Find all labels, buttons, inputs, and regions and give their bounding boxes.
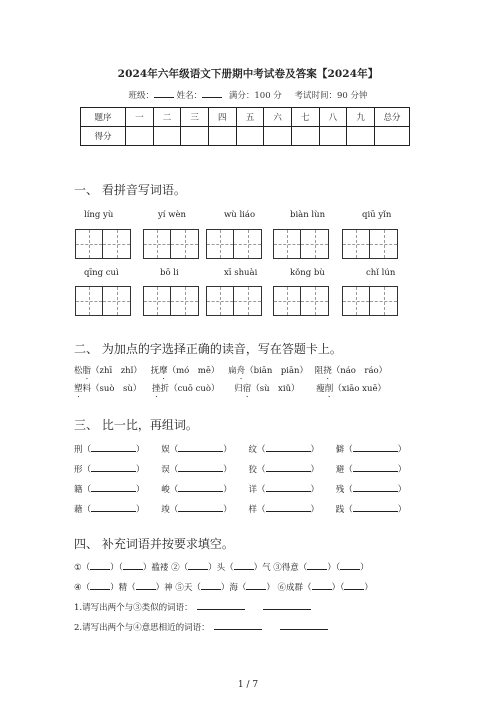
idiom-text: ）（ [110, 563, 123, 573]
idiom-text: ）褴褛 ②（ [142, 563, 189, 573]
word-char: 瘦 [316, 384, 325, 394]
word-char: 松 [74, 366, 83, 376]
char-blank[interactable] [90, 580, 110, 590]
score-cell[interactable] [126, 127, 154, 146]
reading-options: （cuō cuò） [169, 384, 220, 394]
word-blank[interactable] [91, 502, 136, 512]
answer-blank[interactable] [263, 600, 311, 610]
word-blank[interactable] [91, 462, 136, 472]
reading-options: （suò sù） [91, 384, 142, 394]
reading-options: （sù xiǔ） [251, 384, 300, 394]
word-char: 折 [160, 384, 170, 394]
score-cell[interactable] [264, 127, 292, 146]
dotted-char: 挠 [323, 366, 332, 376]
compare-char: 样 [248, 505, 257, 515]
char-blank[interactable] [201, 580, 221, 590]
idiom-text: ）头（ [208, 563, 234, 573]
char-blank[interactable] [234, 560, 254, 570]
section3-heading: 三、 比一比，再组词。 [74, 418, 198, 432]
score-cell[interactable] [153, 127, 181, 146]
writing-grid[interactable] [75, 229, 131, 259]
word-blank[interactable] [178, 482, 223, 492]
idiom-line-2 [74, 580, 373, 593]
name-label: 姓名： [176, 91, 203, 101]
compare-char: 竣 [161, 505, 170, 515]
word-blank[interactable] [266, 462, 311, 472]
word-blank[interactable] [353, 502, 398, 512]
reading-options: （biān piān） [245, 366, 309, 376]
word-char: 归 [234, 384, 243, 394]
page-title: 2024年六年级语文下册期中考试卷及答案【2024年】 [117, 68, 379, 80]
question-text: 1.请写出两个与③类似的词语： [74, 603, 193, 613]
word-blank[interactable] [266, 502, 311, 512]
score-header-cell: 四 [208, 108, 236, 127]
compare-char: 藉 [74, 505, 83, 515]
score-cell[interactable] [181, 127, 209, 146]
exam-info [0, 88, 496, 101]
class-label: 班级： [128, 91, 154, 101]
pinyin-label: qīng cuì [84, 268, 119, 278]
word-blank[interactable] [353, 462, 398, 472]
compare-char: 误 [161, 465, 170, 475]
score-header-row [81, 108, 410, 127]
dotted-char: 挫 [152, 384, 161, 394]
compare-char: 僻 [335, 445, 345, 455]
char-blank[interactable] [123, 560, 143, 570]
compare-char: 狡 [248, 465, 257, 475]
idiom-text: ）气 ③得意（ [253, 563, 308, 573]
word-blank[interactable] [178, 462, 223, 472]
dotted-char: 脂 [82, 366, 92, 376]
page-number: 1 / 7 [237, 680, 259, 690]
reading-options: （mó mē） [167, 366, 220, 376]
word-blank[interactable] [178, 502, 223, 512]
score-cell[interactable] [347, 127, 375, 146]
score-header-cell: 二 [153, 108, 181, 127]
char-blank[interactable] [246, 580, 266, 590]
reading-options: （náo ráo） [331, 366, 388, 376]
word-blank[interactable] [91, 482, 136, 492]
char-blank[interactable] [344, 580, 364, 590]
writing-grid[interactable] [143, 286, 199, 316]
word-blank[interactable] [266, 442, 311, 452]
pinyin-label: biàn lùn [290, 210, 326, 220]
word-blank[interactable] [91, 442, 136, 452]
exam-time: 考试时间：90 分钟 [294, 91, 368, 101]
char-blank[interactable] [188, 560, 208, 570]
reading-options: （xiāo xuē） [333, 384, 386, 394]
score-header-cell: 一 [126, 108, 154, 127]
reading-options: （zhī zhǐ） [91, 366, 142, 376]
writing-grid[interactable] [273, 286, 329, 316]
idiom-text: ）精（ [110, 583, 136, 593]
section4-heading: 四、 补充词语并按要求填空。 [74, 537, 234, 551]
dotted-char: 摩 [159, 366, 168, 376]
word-blank[interactable] [266, 482, 311, 492]
question-text: 2.请写出两个与④意思相近的词语： [74, 623, 210, 633]
reading-line-2 [74, 382, 386, 399]
word-blank[interactable] [178, 442, 223, 452]
writing-grid[interactable] [143, 229, 199, 259]
writing-grid[interactable] [342, 229, 398, 259]
score-cell[interactable] [375, 127, 410, 146]
char-blank[interactable] [340, 560, 360, 570]
score-header-cell: 总分 [375, 108, 410, 127]
score-cell[interactable] [319, 127, 347, 146]
pinyin-label: qiū yǐn [362, 210, 392, 220]
name-blank[interactable] [202, 88, 222, 98]
score-cell[interactable] [236, 127, 264, 146]
score-table [80, 107, 410, 146]
compare-char: 刑 [74, 445, 83, 455]
pinyin-label: chǐ lún [366, 268, 396, 278]
word-blank[interactable] [353, 442, 398, 452]
dotted-char: 削 [324, 384, 334, 394]
compare-char: 形 [74, 465, 83, 475]
pinyin-label: xī shuài [224, 268, 258, 278]
compare-row: 形（ ） 误（ ） 狡（ ） 避（ ） [74, 462, 406, 475]
dotted-char: 舟 [236, 366, 246, 376]
pinyin-label: wù liáo [224, 210, 256, 220]
writing-grid[interactable] [342, 286, 398, 316]
pinyin-label: bō li [160, 268, 179, 278]
answer-blank[interactable] [214, 620, 262, 630]
compare-char: 纹 [248, 445, 257, 455]
compare-char: 详 [248, 485, 257, 495]
word-char: 料 [82, 384, 92, 394]
idiom-text: ） [360, 563, 369, 573]
pinyin-label: yí wèn [158, 210, 187, 220]
idiom-text: ）（ [331, 583, 345, 593]
idiom-text: ①（ [74, 563, 91, 573]
compare-row: 刑（ ） 娱（ ） 纹（ ） 僻（ ） [74, 442, 406, 455]
char-blank[interactable] [307, 560, 327, 570]
char-blank[interactable] [136, 580, 156, 590]
score-header-cell: 题序 [81, 108, 126, 127]
compare-char: 娱 [161, 445, 170, 455]
compare-char: 避 [335, 465, 345, 475]
idiom-text: ） ⑥成群（ [266, 583, 312, 593]
question-2 [74, 620, 328, 633]
pinyin-label: líng yù [84, 210, 114, 220]
dotted-char: 塑 [74, 384, 83, 394]
answer-blank[interactable] [197, 600, 245, 610]
score-header-cell: 五 [236, 108, 264, 127]
compare-char: 践 [335, 505, 345, 515]
score-cell[interactable] [291, 127, 319, 146]
score-header-cell: 三 [181, 108, 209, 127]
compare-char: 籍 [74, 485, 83, 495]
pinyin-label: kǒng bù [290, 268, 325, 278]
score-value-row [81, 127, 410, 146]
score-cell[interactable] [208, 127, 236, 146]
idiom-text: ）（ [327, 563, 341, 573]
full-score: 满分：100 分 [228, 91, 282, 101]
class-blank[interactable] [154, 88, 174, 98]
section1-heading: 一、 看拼音写词语。 [74, 183, 186, 197]
score-header-cell: 八 [319, 108, 347, 127]
question-1 [74, 600, 311, 613]
reading-line-1 [74, 364, 387, 381]
writing-grid[interactable] [206, 286, 262, 316]
word-char: 扁 [228, 366, 237, 376]
idiom-text: ）神 ⑤天（ [155, 583, 201, 593]
score-header-cell: 七 [291, 108, 319, 127]
answer-blank[interactable] [280, 620, 328, 630]
compare-char: 峻 [161, 485, 170, 495]
dotted-char: 宿 [242, 384, 252, 394]
compare-row: 籍（ ） 峻（ ） 详（ ） 残（ ） [74, 482, 406, 495]
idiom-text: ） [364, 583, 373, 593]
writing-grid[interactable] [75, 286, 131, 316]
compare-row: 藉（ ） 竣（ ） 样（ ） 践（ ） [74, 502, 406, 515]
writing-grid[interactable] [273, 229, 329, 259]
writing-grid[interactable] [206, 229, 262, 259]
score-header-cell: 六 [264, 108, 292, 127]
idiom-text: ）海（ [220, 583, 247, 593]
word-char: 抚 [150, 366, 160, 376]
word-blank[interactable] [353, 482, 398, 492]
section2-heading: 二、 为加点的字选择正确的读音，写在答题卡上。 [74, 342, 342, 356]
word-char: 阻 [314, 366, 324, 376]
compare-char: 残 [335, 485, 345, 495]
char-blank[interactable] [312, 580, 332, 590]
score-header-cell: 九 [347, 108, 375, 127]
idiom-line-1 [74, 560, 369, 573]
char-blank[interactable] [90, 560, 110, 570]
idiom-text: ④（ [74, 583, 91, 593]
score-row-label: 得分 [81, 127, 126, 146]
